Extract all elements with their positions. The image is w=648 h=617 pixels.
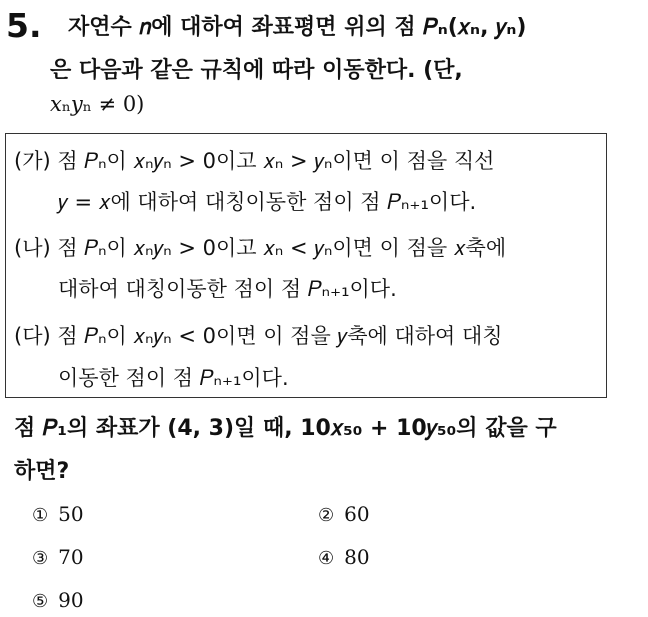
rule-ga-line-2: 𝑦 = 𝑥에 대하여 대칭이동한 점이 점 𝑃ₙ₊₁이다. xyxy=(58,190,477,214)
ask-line-2: 하면? xyxy=(14,459,70,484)
choice-2-value: 60 xyxy=(344,502,370,526)
question-stem-line-2: 은 다음과 같은 규칙에 따라 이동한다. (단, xyxy=(50,58,463,83)
question-stem-line-3: 𝑥ₙ𝑦ₙ ≠ 0) xyxy=(50,92,145,116)
rule-na-line-1: (나) 점 𝑃ₙ이 𝑥ₙ𝑦ₙ > 0이고 𝑥ₙ < 𝑦ₙ이면 이 점을 𝑥축에 xyxy=(14,236,507,260)
choice-5-value: 90 xyxy=(58,588,84,612)
choice-3-value: 70 xyxy=(58,545,84,569)
choice-2[interactable] xyxy=(318,502,370,526)
choice-1-mark: ① xyxy=(32,505,49,526)
ask-line-1: 점 𝑃₁의 좌표가 (4, 3)일 때, 10𝑥₅₀ + 10𝑦₅₀의 값을 구 xyxy=(14,416,557,441)
choice-1-value: 50 xyxy=(58,502,84,526)
choice-4-value: 80 xyxy=(344,545,370,569)
choice-4-mark: ④ xyxy=(318,548,335,569)
question-stem-line-1: 자연수 𝑛에 대하여 좌표평면 위의 점 𝑃ₙ(𝑥ₙ, 𝑦ₙ) xyxy=(68,15,527,40)
choice-5[interactable] xyxy=(32,588,84,612)
choice-2-mark: ② xyxy=(318,505,335,526)
choice-3[interactable] xyxy=(32,545,84,569)
rule-da-line-1: (다) 점 𝑃ₙ이 𝑥ₙ𝑦ₙ < 0이면 이 점을 𝑦축에 대하여 대칭 xyxy=(14,324,503,348)
rule-ga-line-1: (가) 점 𝑃ₙ이 𝑥ₙ𝑦ₙ > 0이고 𝑥ₙ > 𝑦ₙ이면 이 점을 직선 xyxy=(14,149,495,173)
choice-3-mark: ③ xyxy=(32,548,49,569)
rule-da-line-2: 이동한 점이 점 𝑃ₙ₊₁이다. xyxy=(58,366,289,390)
choice-1[interactable] xyxy=(32,502,84,526)
question-number: 5. xyxy=(6,6,42,45)
choice-5-mark: ⑤ xyxy=(32,591,49,612)
rule-na-line-2: 대하여 대칭이동한 점이 점 𝑃ₙ₊₁이다. xyxy=(58,277,397,301)
choice-4[interactable] xyxy=(318,545,370,569)
